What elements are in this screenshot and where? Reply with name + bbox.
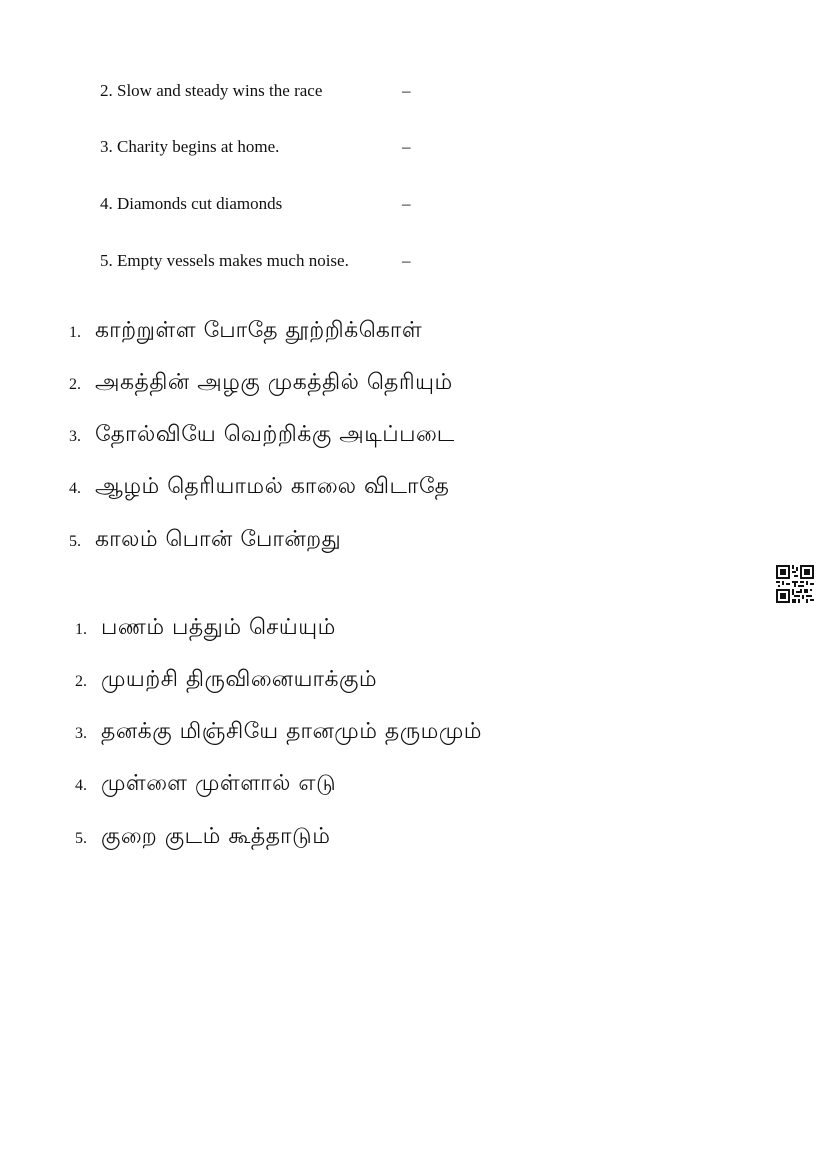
english-proverb-text: 3. Charity begins at home. [100, 137, 280, 156]
tamil-proverb-text: காலம் பொன் போன்றது [95, 527, 342, 552]
tamil-proverb-row [75, 615, 336, 643]
english-proverb-row [100, 136, 430, 158]
tamil-proverb-row [69, 527, 341, 555]
item-number: 1. [75, 621, 87, 638]
item-number: 3. [69, 428, 81, 445]
answer-dash: – [402, 194, 411, 213]
item-number: 2. [69, 376, 81, 393]
tamil-proverb-text: பணம் பத்தும் செய்யும் [101, 615, 336, 640]
english-proverb-row [100, 80, 430, 102]
english-proverb-text: 5. Empty vessels makes much noise. [100, 251, 349, 270]
tamil-proverb-text: முயற்சி திருவினையாக்கும் [101, 667, 378, 692]
english-proverb-row [100, 250, 430, 272]
tamil-proverb-row [75, 824, 330, 852]
english-proverb-text: 2. Slow and steady wins the race [100, 81, 323, 100]
answer-dash: – [402, 137, 411, 156]
qr-code-icon [776, 565, 814, 603]
tamil-proverb-text: ஆழம் தெரியாமல் காலை விடாதே [95, 474, 450, 499]
english-proverb-text: 4. Diamonds cut diamonds [100, 194, 283, 213]
answer-dash: – [402, 81, 411, 100]
tamil-proverb-text: காற்றுள்ள போதே தூற்றிக்கொள் [95, 318, 423, 343]
tamil-proverb-row [69, 474, 449, 502]
tamil-proverb-text: அகத்தின் அழகு முகத்தில் தெரியும் [95, 370, 453, 395]
item-number: 5. [69, 533, 81, 550]
tamil-proverb-text: தனக்கு மிஞ்சியே தானமும் தருமமும் [101, 719, 482, 744]
tamil-proverb-text: முள்ளை முள்ளால் எடு [101, 771, 337, 796]
item-number: 4. [69, 480, 81, 497]
item-number: 3. [75, 725, 87, 742]
tamil-proverb-row [69, 318, 422, 346]
item-number: 5. [75, 830, 87, 847]
tamil-proverb-text: தோல்வியே வெற்றிக்கு அடிப்படை [95, 422, 455, 447]
tamil-proverb-row [75, 771, 336, 799]
english-proverb-row [100, 193, 430, 215]
item-number: 1. [69, 324, 81, 341]
item-number: 4. [75, 777, 87, 794]
tamil-proverb-text: குறை குடம் கூத்தாடும் [101, 824, 331, 849]
answer-dash: – [402, 251, 411, 270]
tamil-proverb-row [69, 422, 455, 450]
tamil-proverb-row [69, 370, 453, 398]
tamil-proverb-row [75, 719, 482, 747]
item-number: 2. [75, 673, 87, 690]
tamil-proverb-row [75, 667, 377, 695]
